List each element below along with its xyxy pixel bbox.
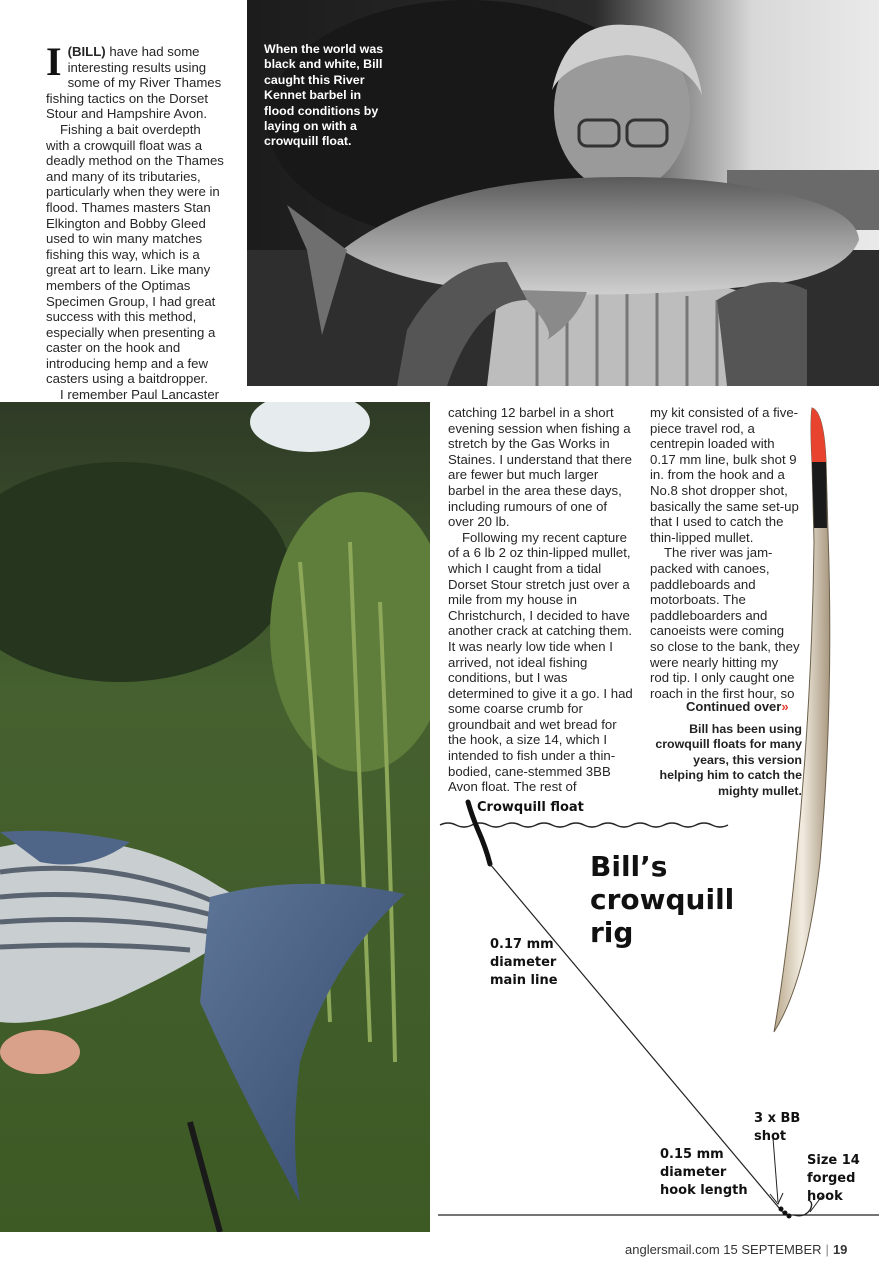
barbel-photo: [247, 0, 879, 386]
rig-title-line: Bill’s: [590, 850, 668, 883]
footer-site: anglersmail.com: [625, 1242, 720, 1257]
intro-paragraph: [46, 39, 226, 122]
author-name: (BILL): [67, 44, 106, 59]
rig-title-line: rig: [590, 916, 634, 949]
shot-label-line: shot: [754, 1129, 787, 1144]
main-line-label-line: diameter: [490, 955, 557, 970]
barbel-photo-caption: When the world was black and white, Bill caught this River Kennet barbel in flood conditions by laying on with a crowquill float.: [264, 42, 384, 149]
float-caption: Bill has been using crowquill floats for many years, this version helping him to catch the mighty mullet.: [655, 722, 802, 798]
hook-label-line: Size 14: [807, 1153, 860, 1168]
paragraph: I remember Paul Lancaster: [60, 387, 220, 403]
page-footer: [625, 1242, 847, 1257]
article-column-2: [448, 405, 633, 795]
drop-cap: I: [46, 39, 62, 84]
page-number: 19: [832, 1242, 848, 1257]
paragraph: my kit consisted of a five-piece travel rod, a centrepin loaded with 0.17 mm line, bulk shot 9 in. from the hook and a No.8 shot dropper shot, basically the same set-up that I used to catch the thin-lipped mullet.: [650, 405, 799, 545]
shot-label: [754, 1110, 800, 1146]
footer-separator: |: [825, 1242, 829, 1257]
article-column-1: [46, 39, 226, 403]
hook-label-line: hook: [807, 1189, 843, 1204]
double-chevron-icon: »: [781, 699, 789, 714]
rig-diagram: [438, 790, 879, 1230]
hook-length-label-line: hook length: [660, 1183, 748, 1198]
main-line-label-line: main line: [490, 973, 558, 988]
hook-label: [807, 1152, 860, 1206]
mullet-photo-image: [0, 402, 430, 1232]
mullet-photo: [0, 402, 430, 1232]
rig-title: [590, 850, 734, 949]
main-line-label-line: 0.17 mm: [490, 937, 554, 952]
hook-label-line: forged: [807, 1171, 856, 1186]
hook-length-label: [660, 1146, 748, 1200]
rig-float-label: Crowquill float: [477, 800, 584, 815]
intro-text: have had some interesting results using some of my River Thames fishing tactics on the Dorset Stour and Hampshire Avon.: [46, 44, 222, 122]
footer-date: 15 SEPTEMBER: [723, 1242, 822, 1257]
hook-length-label-line: 0.15 mm: [660, 1147, 724, 1162]
continued-label: Continued over: [686, 699, 782, 714]
hook-length-label-line: diameter: [660, 1165, 727, 1180]
paragraph: Following my recent capture of a 6 lb 2 oz thin-lipped mullet, which I caught from a tidal Dorset Stour stretch just over a mile from my house in Christchurch, I decided to have another crack at catching them. It was nearly low tide when I arrived, not ideal fishing conditions, but I was determined to give it a go. I had some coarse crumb for groundbait and wet bread for the hook, a size 14, which I intended to fish under a thin-bodied, cane-stemmed 3BB Avon float. The rest of: [448, 529, 633, 795]
main-line-label: [490, 936, 558, 990]
paragraph: catching 12 barbel in a short evening session when fishing a stretch by the Gas Works in Staines. I understand that there are fewer but much larger barbel in the area these days, including rumours of one of over 20 lb.: [448, 405, 633, 530]
rig-title-line: crowquill: [590, 883, 735, 916]
paragraph: Fishing a bait overdepth with a crowquill float was a deadly method on the Thames and many of its tributaries, particularly when they were in flood. Thames masters Stan Elkington and Bobby Gleed used to win many matches fishing this way, which is a great art to learn. Like many members of the Optimas Specimen Group, I had great success with this method, especially when presenting a caster on the hook and introducing hemp and a few casters using a baitdropper.: [46, 121, 224, 387]
paragraph: The river was jam-packed with canoes, paddleboards and motorboats. The paddleboarders and canoeists were coming so close to the bank, they were nearly hitting my rod tip. I only caught one roach in the first hour, so: [650, 545, 800, 701]
shot-label-line: 3 x BB: [754, 1111, 801, 1126]
